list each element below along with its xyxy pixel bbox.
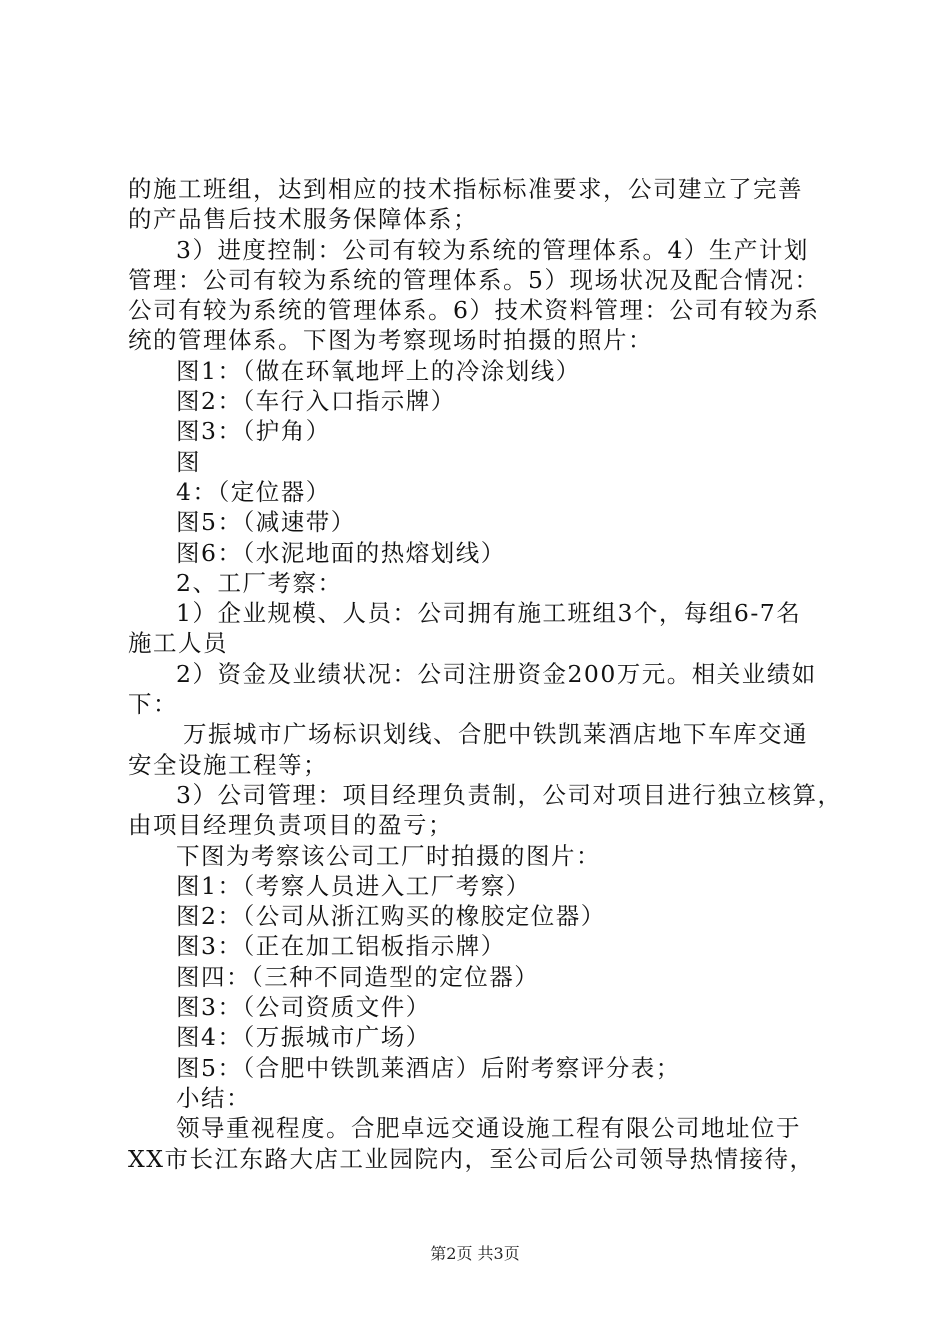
text-line: 3）进度控制：公司有较为系统的管理体系。4）生产计划: [176, 235, 809, 264]
text-line: 图3：（公司资质文件）: [176, 993, 431, 1022]
body-text: [128, 174, 843, 1174]
text-line: 公司有较为系统的管理体系。6）技术资料管理：公司有较为系: [128, 296, 820, 325]
text-line: 下：: [128, 690, 178, 719]
text-line: 2、工厂考察：: [176, 568, 343, 597]
text-line: 4：（定位器）: [176, 477, 331, 506]
text-line: 下图为考察该公司工厂时拍摄的图片：: [176, 841, 601, 870]
text-line: 安全设施工程等；: [128, 750, 328, 779]
text-line: 图2：（公司从浙江购买的橡胶定位器）: [176, 902, 606, 931]
text-line: 的产品售后技术服务保障体系；: [128, 205, 478, 234]
text-line: 万振城市广场标识划线、合肥中铁凯莱酒店地下车库交通: [183, 720, 808, 749]
text-line: 图3：（护角）: [176, 417, 331, 446]
text-line: 1）企业规模、人员：公司拥有施工班组3个，每组6-7名: [176, 599, 802, 628]
text-line: 领导重视程度。合肥卓远交通设施工程有限公司地址位于: [176, 1114, 801, 1143]
text-line: 图5：（减速带）: [176, 508, 356, 537]
page-footer: 第2页 共3页: [430, 1244, 520, 1263]
text-line: 3）公司管理：项目经理负责制，公司对项目进行独立核算，: [176, 780, 843, 809]
text-line: 图1：（考察人员进入工厂考察）: [176, 871, 531, 900]
text-line: 2）资金及业绩状况：公司注册资金200万元。相关业绩如: [176, 659, 817, 688]
text-line: 图2：（车行入口指示牌）: [176, 387, 456, 416]
text-line: 施工人员: [128, 629, 228, 658]
text-line: 图3：（正在加工铝板指示牌）: [176, 932, 506, 961]
text-line: 小结：: [176, 1083, 251, 1112]
text-line: 图5：（合肥中铁凯莱酒店）后附考察评分表；: [176, 1053, 681, 1082]
text-line: 管理：公司有较为系统的管理体系。5）现场状况及配合情况：: [128, 265, 820, 294]
text-line: 统的管理体系。下图为考察现场时拍摄的照片：: [128, 326, 653, 355]
text-line: 图1：（做在环氧地坪上的冷涂划线）: [176, 356, 581, 385]
text-line: 图6：（水泥地面的热熔划线）: [176, 538, 506, 567]
text-line: 图4：（万振城市广场）: [176, 1023, 431, 1052]
text-line: XX市长江东路大店工业园院内，至公司后公司领导热情接待，: [128, 1144, 815, 1173]
text-line: 的施工班组，达到相应的技术指标标准要求，公司建立了完善: [128, 175, 803, 203]
text-line: 图: [176, 447, 201, 476]
text-line: 图四：（三种不同造型的定位器）: [176, 962, 540, 991]
text-line: 由项目经理负责项目的盈亏；: [128, 811, 453, 840]
